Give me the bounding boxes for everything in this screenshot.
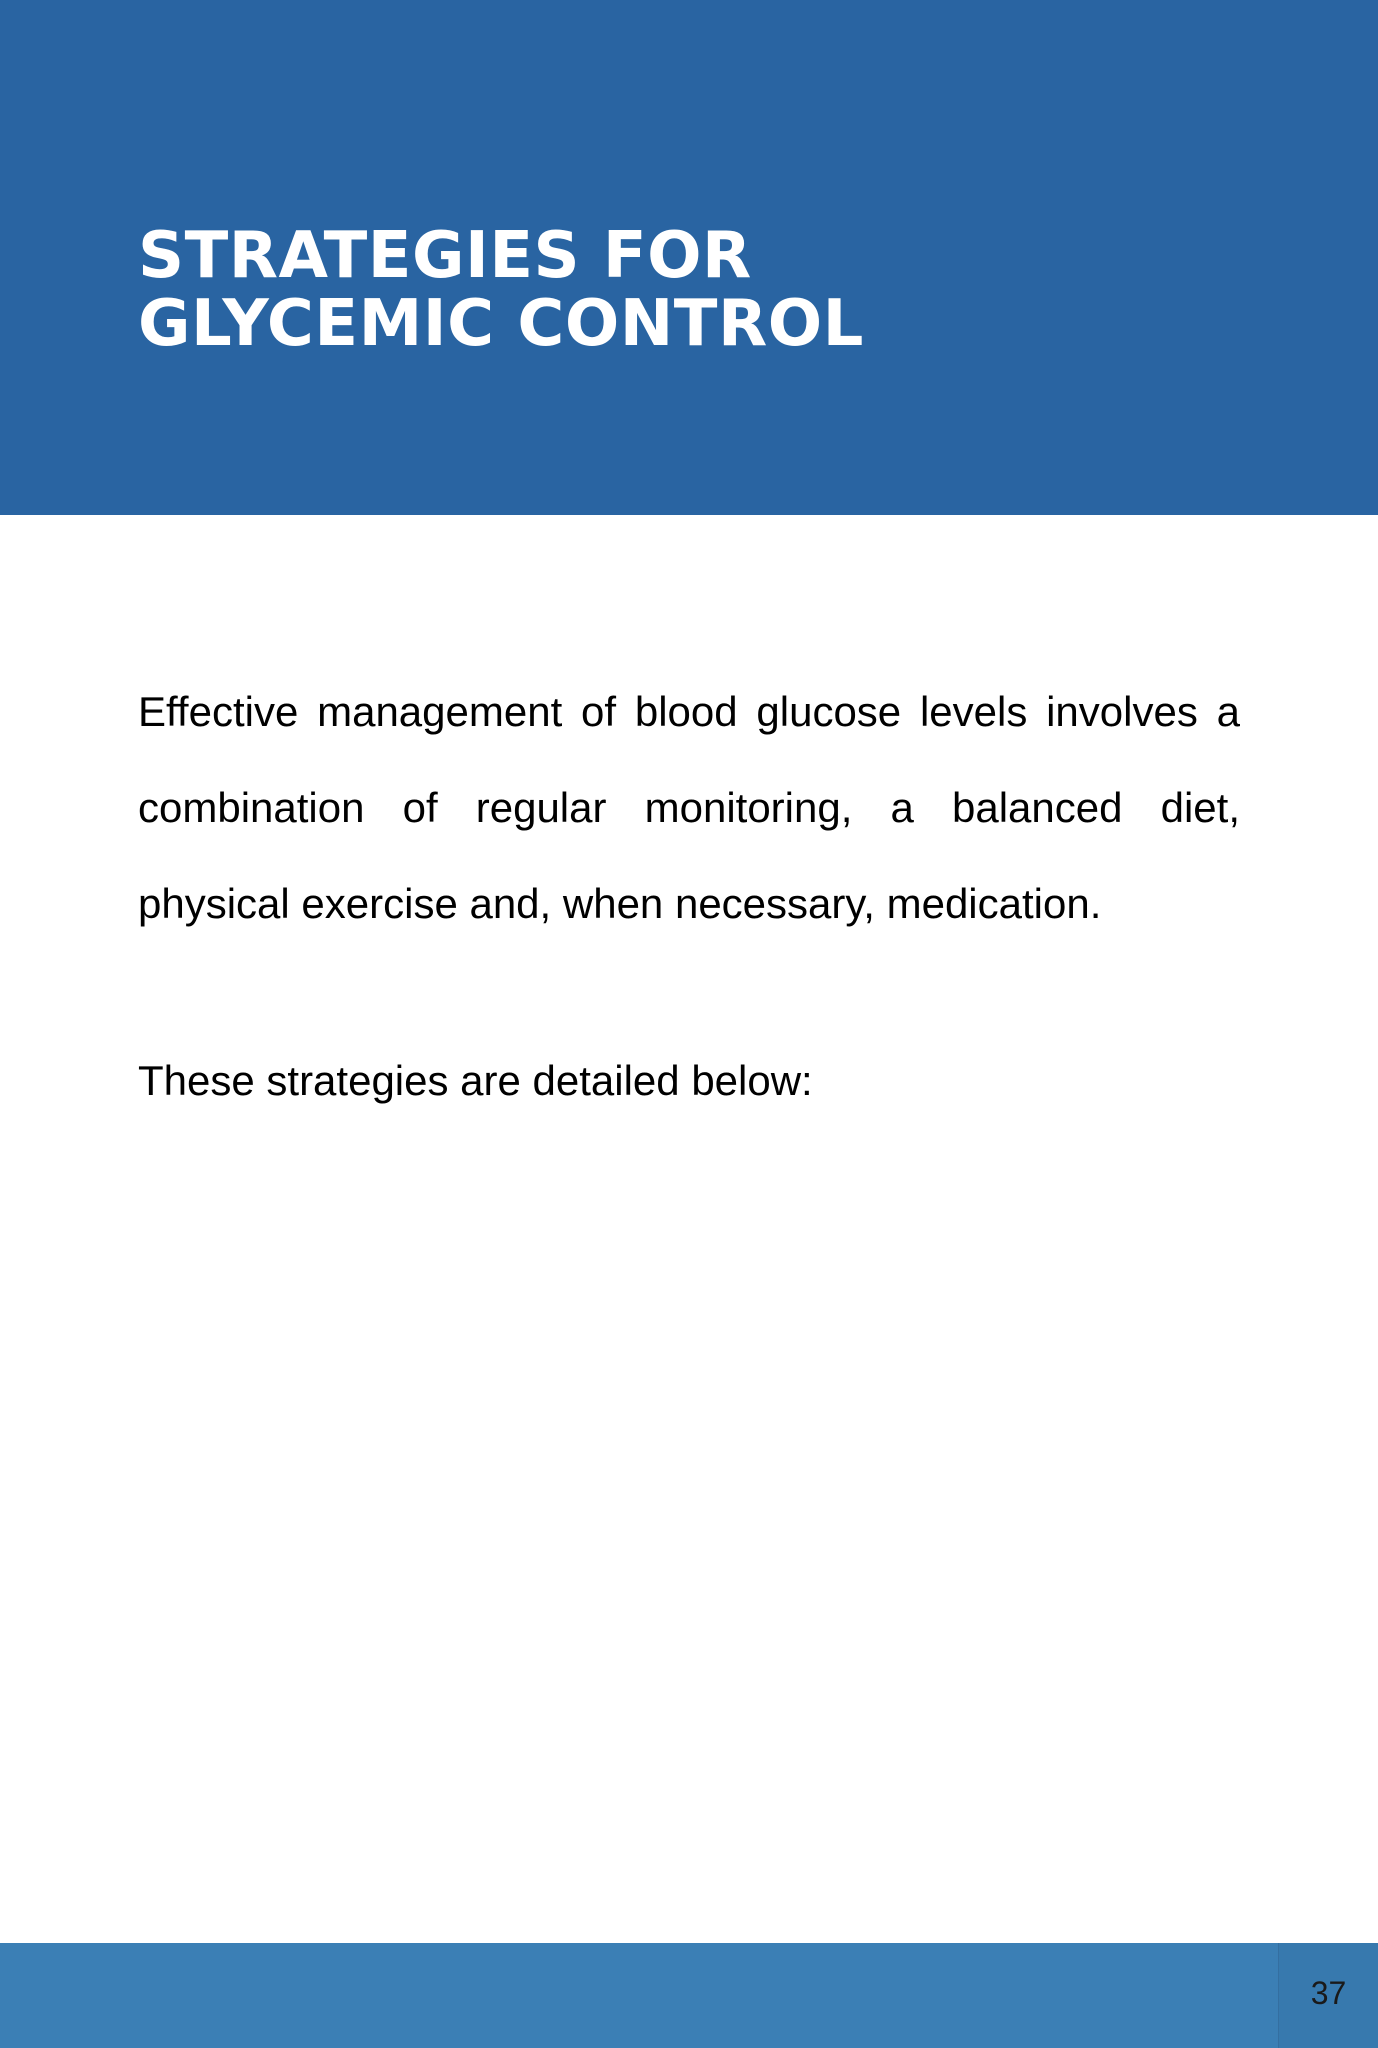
page-title-line-1: STRATEGIES FOR [138, 219, 752, 293]
page-number-box [1278, 1943, 1378, 2048]
page-number: 37 [1310, 1975, 1347, 2011]
page-title [138, 219, 1138, 361]
header-band [0, 0, 1378, 515]
intro-paragraph: Effective management of blood glucose levels involves a combination of regular monitoring, a balanced diet, physical exercise and, when necessary, medication. [138, 688, 1240, 927]
follow-paragraph: These strategies are detailed below: [138, 1057, 813, 1104]
page-title-line-2: GLYCEMIC CONTROL [138, 287, 864, 361]
footer-band [0, 1943, 1378, 2048]
